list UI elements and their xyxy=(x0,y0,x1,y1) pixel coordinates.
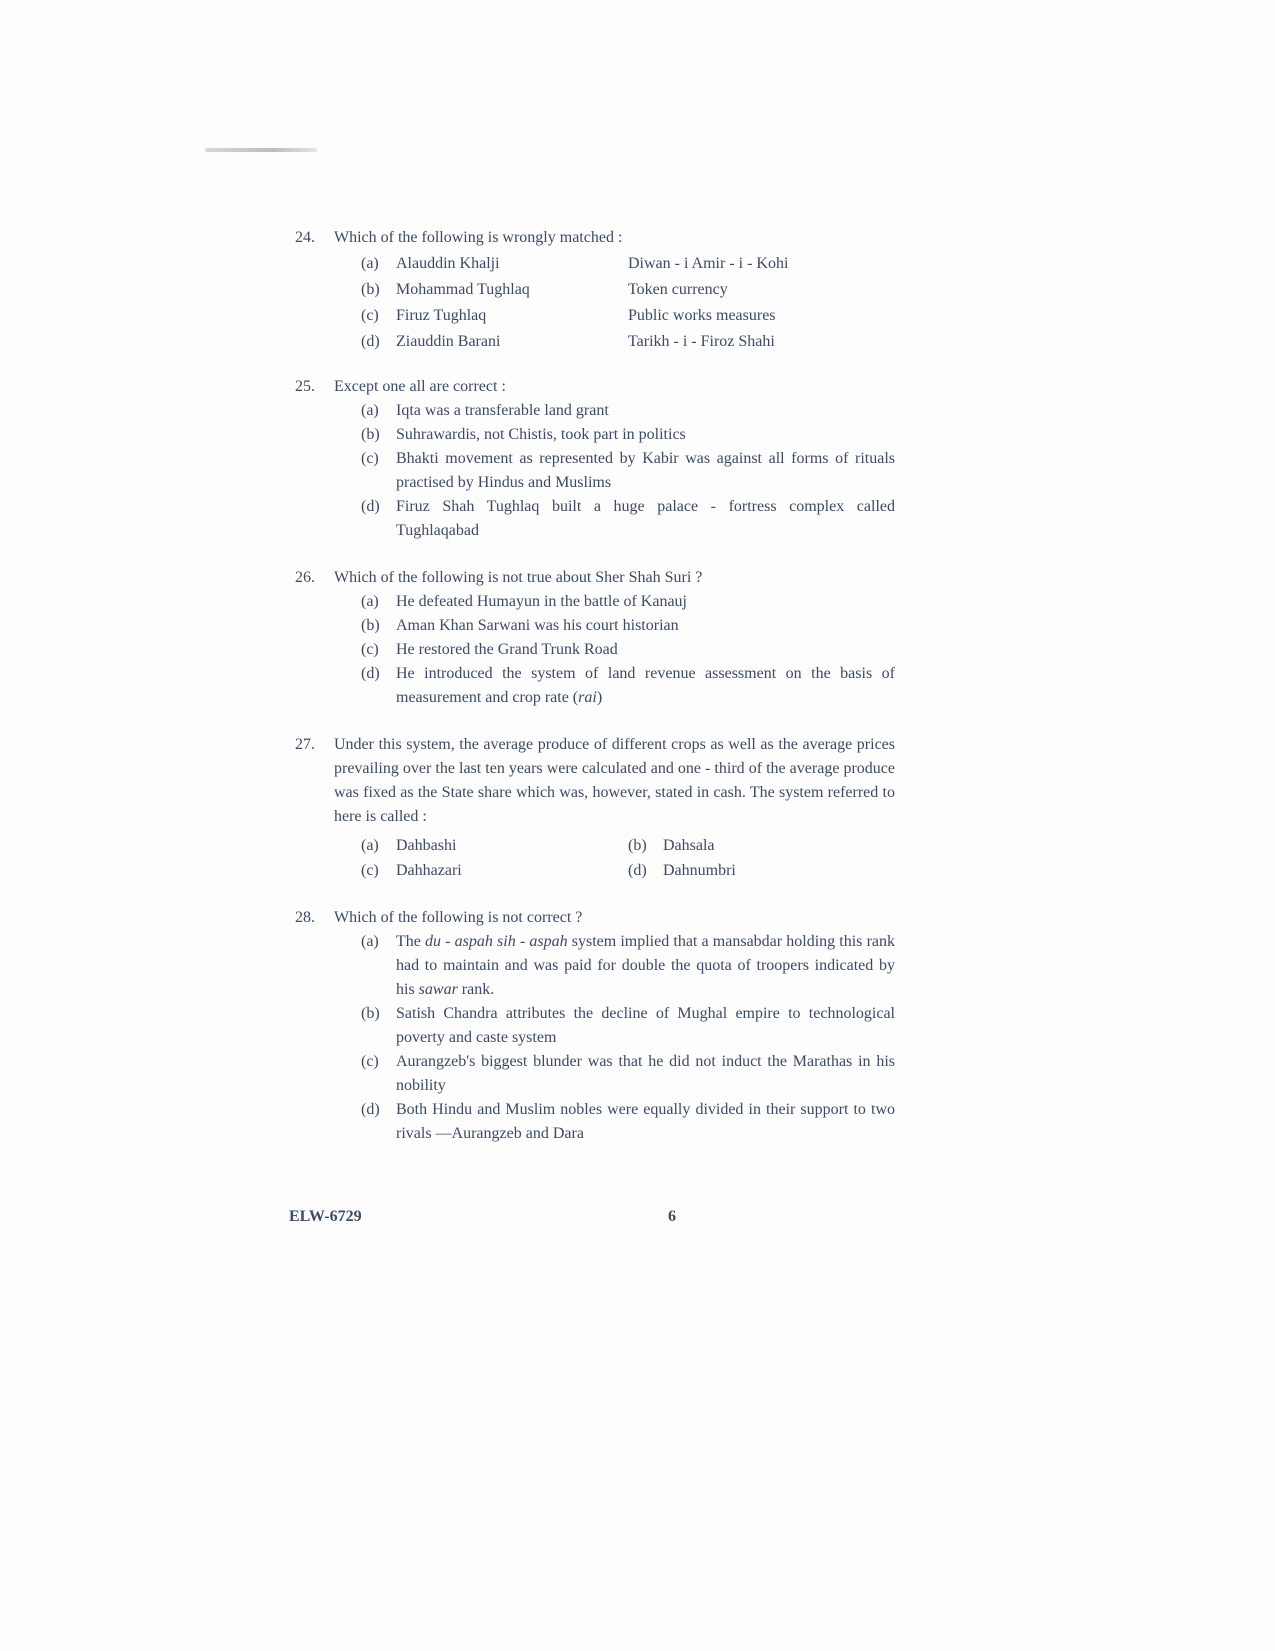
match-right: Public works measures xyxy=(628,307,776,324)
italic-term: sawar xyxy=(418,981,458,998)
option-item xyxy=(628,833,895,858)
option-item xyxy=(361,1098,895,1146)
question-text: Which of the following is not true about Sher Shah Suri ? xyxy=(334,569,703,586)
option-text: Aman Khan Sarwani was his court historian xyxy=(396,617,679,634)
match-right: Tarikh - i - Firoz Shahi xyxy=(628,333,775,350)
question-number: 27. xyxy=(295,736,315,753)
option-label: (a) xyxy=(361,837,379,854)
option-label: (c) xyxy=(361,641,379,658)
question-text: Under this system, the average produce of different crops as well as the average prices prevailing over the last ten years were calculated and one - third of the average produce was fixed as the State share which was, however, stated in cash. The system referred to here is called : xyxy=(334,736,895,825)
match-left: Mohammad Tughlaq xyxy=(396,281,530,298)
match-left: Alauddin Khalji xyxy=(396,255,500,272)
question-24 xyxy=(295,226,895,355)
option-label: (a) xyxy=(361,402,379,419)
question-list xyxy=(295,226,895,1169)
question-number: 26. xyxy=(295,569,315,586)
option-label: (d) xyxy=(361,665,380,682)
option-text: Aurangzeb's biggest blunder was that he did not induct the Marathas in his nobility xyxy=(396,1053,895,1094)
match-table xyxy=(361,251,895,355)
option-text: Both Hindu and Muslim nobles were equally divided in their support to two rivals —Aurangzeb and Dara xyxy=(396,1101,895,1142)
option-label: (a) xyxy=(361,255,379,272)
option-text: He restored the Grand Trunk Road xyxy=(396,641,618,658)
option-label: (c) xyxy=(361,307,379,324)
option-text: Dahbashi xyxy=(396,837,457,854)
match-right: Diwan - i Amir - i - Kohi xyxy=(628,255,789,272)
option-label: (d) xyxy=(628,862,647,879)
option-text-part: ) xyxy=(596,689,603,706)
question-28 xyxy=(295,906,895,1146)
match-right: Token currency xyxy=(628,281,728,298)
option-grid xyxy=(361,833,895,883)
option-item xyxy=(361,1002,895,1050)
option-item xyxy=(361,638,895,662)
option-text-part: The xyxy=(396,933,426,950)
option-text-part: He introduced the system of land revenue assessment on the basis of measurement and crop rate ( xyxy=(396,665,895,706)
option-text xyxy=(396,930,895,1002)
question-text: Which of the following is wrongly matched : xyxy=(334,229,623,246)
option-item xyxy=(628,858,895,883)
option-text: Dahnumbri xyxy=(663,862,736,879)
option-text: Satish Chandra attributes the decline of Mughal empire to technological poverty and caste system xyxy=(396,1005,895,1046)
match-left: Ziauddin Barani xyxy=(396,333,501,350)
option-label: (b) xyxy=(361,617,380,634)
option-label: (b) xyxy=(361,426,380,443)
match-row xyxy=(361,303,895,329)
question-number: 25. xyxy=(295,378,315,395)
option-label: (a) xyxy=(361,593,379,610)
option-label: (b) xyxy=(361,1005,380,1022)
option-text-part: system implied that a mansabdar holding this rank had to maintain and was paid for double the quota of troopers indicated by his xyxy=(396,933,895,998)
booklet-code: ELW-6729 xyxy=(289,1208,362,1225)
option-item xyxy=(361,1050,895,1098)
option-text: Dahsala xyxy=(663,837,715,854)
option-label: (c) xyxy=(361,862,379,879)
option-text: He defeated Humayun in the battle of Kanauj xyxy=(396,593,687,610)
option-text: Suhrawardis, not Chistis, took part in politics xyxy=(396,426,686,443)
option-item xyxy=(361,423,895,447)
option-text: Firuz Shah Tughlaq built a huge palace - fortress complex called Tughlaqabad xyxy=(396,498,895,539)
option-label: (b) xyxy=(628,837,647,854)
option-item xyxy=(361,833,628,858)
option-item xyxy=(361,447,895,495)
question-number: 28. xyxy=(295,909,315,926)
option-label: (a) xyxy=(361,933,379,950)
option-label: (b) xyxy=(361,281,380,298)
match-row xyxy=(361,251,895,277)
question-text: Which of the following is not correct ? xyxy=(334,909,583,926)
page-number: 6 xyxy=(668,1208,676,1225)
question-27 xyxy=(295,733,895,883)
option-item xyxy=(361,495,895,543)
option-label: (d) xyxy=(361,1101,380,1118)
option-item xyxy=(361,399,895,423)
question-26 xyxy=(295,566,895,710)
option-label: (c) xyxy=(361,1053,379,1070)
option-label: (d) xyxy=(361,498,380,515)
option-text: Iqta was a transferable land grant xyxy=(396,402,609,419)
scan-artifact-line xyxy=(205,148,317,152)
option-item xyxy=(361,614,895,638)
question-text: Except one all are correct : xyxy=(334,378,506,395)
question-25 xyxy=(295,375,895,543)
italic-term: du - aspah sih - aspah xyxy=(425,933,568,950)
option-item xyxy=(361,930,895,1002)
match-row xyxy=(361,329,895,355)
option-text-part: rank. xyxy=(457,981,495,998)
option-label: (d) xyxy=(361,333,380,350)
option-text xyxy=(396,662,895,710)
match-left: Firuz Tughlaq xyxy=(396,307,487,324)
match-row xyxy=(361,277,895,303)
italic-term: rai xyxy=(578,689,597,706)
option-item xyxy=(361,662,895,710)
question-number: 24. xyxy=(295,229,315,246)
option-item xyxy=(361,858,628,883)
option-text: Bhakti movement as represented by Kabir was against all forms of rituals practised by Hindus and Muslims xyxy=(396,450,895,491)
option-label: (c) xyxy=(361,450,379,467)
option-text: Dahhazari xyxy=(396,862,462,879)
option-item xyxy=(361,590,895,614)
